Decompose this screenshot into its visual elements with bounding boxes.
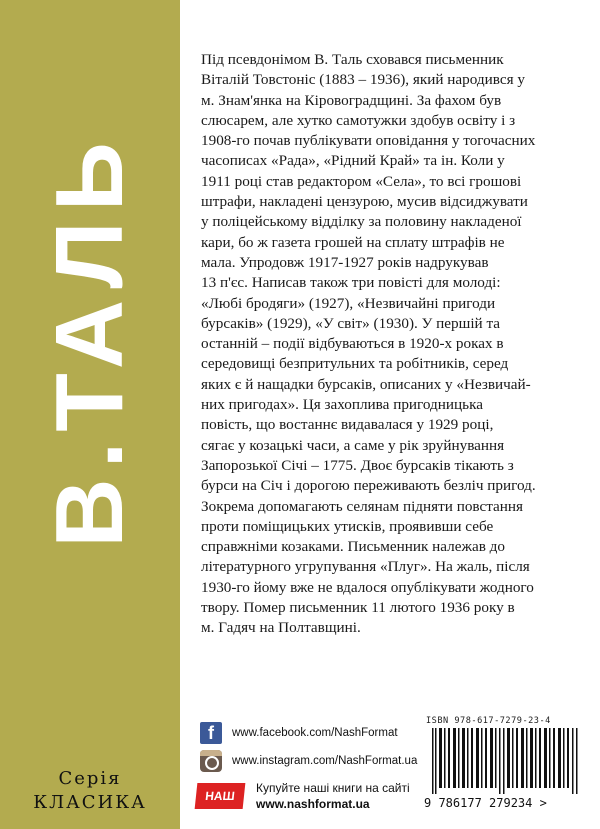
- bio-line: 1911 році став редактором «Села», то всі грошові: [201, 172, 522, 190]
- bio-line: 13 п'єс. Написав також три повісті для молоді:: [201, 274, 501, 292]
- publisher-logo: [195, 783, 246, 809]
- bio-line: Запорозької Січі – 1775. Двоє бурсаків тікають з: [201, 456, 514, 474]
- bio-line: кари, бо ж газета грошей на сплату штрафів не: [201, 233, 505, 251]
- author-biography: [201, 50, 600, 639]
- series-name: КЛАСИКА: [33, 792, 147, 813]
- bio-line: проти поміщицьких утисків, проявивши себе: [201, 517, 494, 535]
- bio-line: 1908-го почав публікувати оповідання у тогочасних: [201, 132, 536, 150]
- bio-line: штрафи, накладені цензурою, мусив відсиджувати: [201, 193, 528, 211]
- bio-line: бурсаків» (1929), «У світ» (1930). У першій та: [201, 314, 501, 332]
- author-title: В.ТАЛЬ: [36, 132, 143, 548]
- bio-line: мала. Упродовж 1917-1927 років надрукував: [201, 253, 489, 271]
- bio-line: Зокрема допомагають селянам підняти повстання: [201, 497, 524, 515]
- series-label: Серія: [58, 768, 122, 789]
- bio-line: твору. Помер письменник 11 лютого 1936 року в: [201, 599, 515, 617]
- shop-line: Купуйте наші книги на сайті: [256, 781, 410, 795]
- instagram-url[interactable]: www.instagram.com/NashFormat.ua: [232, 755, 418, 767]
- shop-url[interactable]: www.nashformat.ua: [256, 797, 370, 811]
- facebook-link[interactable]: [200, 722, 398, 744]
- bio-line: справжніми козаками. Письменник належав до: [201, 538, 505, 556]
- bio-line: повість, що востаннє видавалася у 1929 році,: [201, 416, 494, 434]
- facebook-url[interactable]: www.facebook.com/NashFormat: [232, 727, 398, 739]
- bio-line: останній – події відбуваються в 1920-х роках в: [201, 335, 504, 353]
- publisher-logo-text: НАШ: [204, 789, 236, 803]
- instagram-link[interactable]: [200, 750, 417, 772]
- bio-line: часописах «Рада», «Рідний Край» та ін. Коли у: [201, 152, 505, 170]
- bio-line: них пригодах». Ця захоплива пригодницька: [201, 396, 483, 414]
- bio-line: у поліцейському відділку за половину накладеної: [201, 213, 522, 231]
- barcode-digits: 9 786177 279234 >: [424, 796, 547, 810]
- bio-line: м. Знам'янка на Кіровоградщині. За фахом був: [201, 91, 502, 109]
- bio-line: слюсарем, але хутко самотужки здобув освіту і з: [201, 111, 516, 129]
- instagram-icon: [200, 750, 222, 772]
- barcode-icon: [432, 728, 582, 794]
- isbn-label: ISBN 978-617-7279-23-4: [426, 716, 551, 726]
- bio-line: Віталій Товстоніс (1883 – 1936), який народився у: [201, 71, 525, 89]
- bio-line: середовищі безпритульних та робітників, серед: [201, 355, 509, 373]
- spine-panel: [0, 0, 180, 829]
- bio-line: яких є й нащадки бурсаків, описаних у «Незвичай-: [201, 375, 531, 393]
- bio-line: 1930-го йому вже не вдалося опублікувати жодного: [201, 578, 534, 596]
- bio-line: Під псевдонімом В. Таль сховався письменник: [201, 51, 504, 68]
- shop-block: [196, 780, 410, 812]
- bio-line: сягає у козацькі часи, а саме у рік зруйнування: [201, 436, 505, 454]
- facebook-icon: f: [200, 722, 222, 744]
- bio-line: м. Гадяч на Полтавщині.: [201, 619, 361, 637]
- bio-line: бурси на Січ і дорогою переживають безліч пригод.: [201, 477, 536, 495]
- bio-line: «Любі бродяги» (1927), «Незвичайні пригоди: [201, 294, 496, 312]
- bio-line: літературного угрупування «Плуг». На жаль, після: [201, 558, 530, 576]
